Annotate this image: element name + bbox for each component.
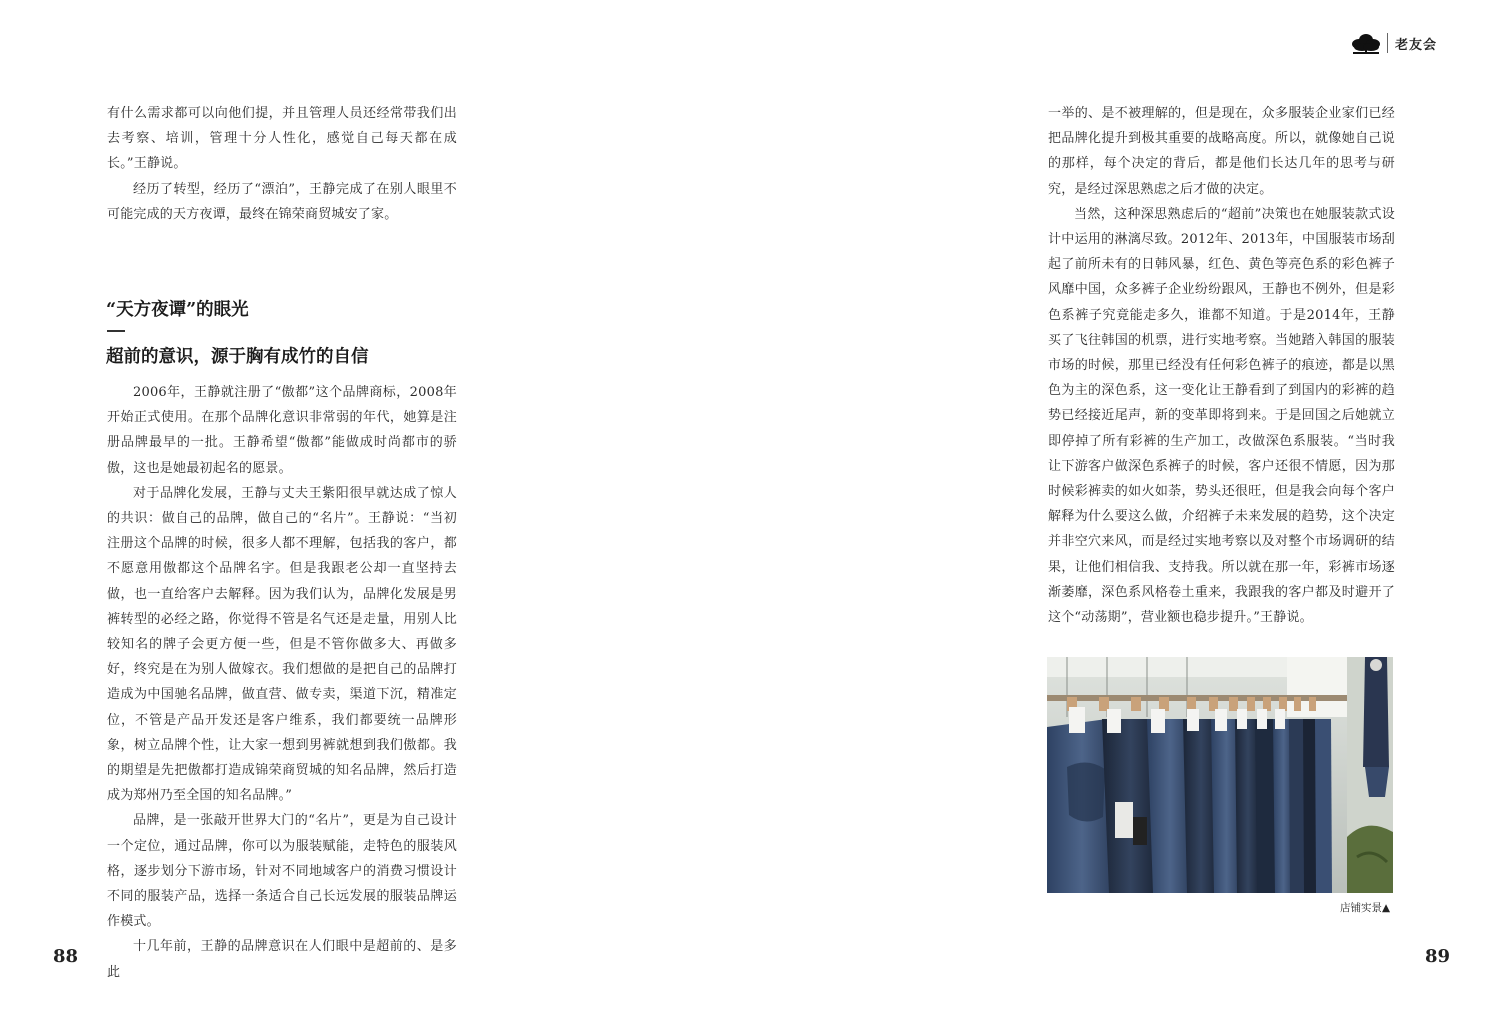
body-paragraph: 当然，这种深思熟虑后的“超前”决策也在她服装款式设计中运用的淋漓尽致。2012年、2013年，中国服装市场刮起了前所未有的日韩风暴，红色、黄色等亮色系的彩色裤子风靡中国，众多裤子企业纷纷跟风，王静也不例外，但是彩色系裤子究竟能走多久，谁都不知道。于是2014年，王静买了飞往韩国的机票，进行实地考察。当她踏入韩国的服装市场的时候，那里已经没有任何彩色裤子的痕迹，都是以黑色为主的深色系，这一变化让王静看到了到国内的彩裤的趋势已经接近尾声，新的变革即将到来。于是回国之后她就立即停掉了所有彩裤的生产加工，改做深色系服装。“当时我让下游客户做深色系裤子的时候，客户还很不情愿，因为那时候彩裤卖的如火如荼，势头还很旺，但是我会向每个客户解释为什么要这么做，介绍裤子未来发展的趋势，这个决定并非空穴来风，而是经过实地考察以及对整个市场调研的结果，让他们相信我、支持我。所以就在那一年，彩裤市场逐渐萎靡，深色系风格卷土重来，我跟我的客户都及时避开了这个“动荡期”，营业额也稳步提升。”王静说。 [1048,206,1395,626]
intro-paragraph: 经历了转型，经历了“漂泊”，王静完成了在别人眼里不可能完成的天方夜谭，最终在锦荣商贸城安了家。 [107,181,457,222]
right-page [750,0,1500,1018]
store-photo [1047,657,1393,893]
tree-cluster-icon [1350,32,1382,54]
page-number: 89 [1425,946,1451,967]
magazine-header [1350,32,1437,54]
intro-text [107,101,457,227]
body-paragraph: 2006年，王静就注册了“傲都”这个品牌商标，2008年开始正式使用。在那个品牌化意识非常弱的年代，她算是注册品牌最早的一批。王静希望“傲都”能做成时尚都市的骄傲，这也是她最初起名的愿景。 [107,385,457,476]
intro-paragraph: 有什么需求都可以向他们提，并且管理人员还经常带我们出去考察、培训，管理十分人性化，感觉自己每天都在成长。”王静说。 [107,106,457,172]
jeans-rack-image [1047,657,1393,893]
body-paragraph: 十几年前，王静的品牌意识在人们眼中是超前的、是多此 [107,939,457,980]
header-separator [1387,33,1388,53]
body-paragraph: 对于品牌化发展，王静与丈夫王紫阳很早就达成了惊人的共识：做自己的品牌，做自己的“名片”。王静说：“当初注册这个品牌的时候，很多人都不理解，包括我的客户，都不愿意用傲都这个品牌名字。但是我跟老公却一直坚持去做，也一直给客户去解释。因为我们认为，品牌化发展是男裤转型的必经之路，你觉得不管是名气还是走量，用别人比较知名的牌子会更方便一些，但是不管你做多大、再做多好，终究是在为别人做嫁衣。我们想做的是把自己的品牌打造成为中国驰名品牌，做直营、做专卖，渠道下沉，精准定位，不管是产品开发还是客户维系，我们都要统一品牌形象，树立品牌个性，让大家一想到男裤就想到我们傲都。我的期望是先把傲都打造成锦荣商贸城的知名品牌，然后打造成为郑州乃至全国的知名品牌。” [107,485,457,804]
section-divider [107,330,125,332]
photo-caption: 店铺实景▲ [1340,902,1391,914]
page-number: 88 [53,946,79,967]
body-paragraph: 品牌，是一张敲开世界大门的“名片”，更是为自己设计一个定位，通过品牌，你可以为服装赋能，走特色的服装风格，逐步划分下游市场，针对不同地域客户的消费习惯设计不同的服装产品，选择一条适合自己长远发展的服装品牌运作模式。 [107,813,457,930]
body-text [107,380,457,985]
body-text [1048,101,1395,630]
body-paragraph: 一举的、是不被理解的，但是现在，众多服装企业家们已经把品牌化提升到极其重要的战略高度。所以，就像她自己说的那样，每个决定的背后，都是他们长达几年的思考与研究，是经过深思熟虑之后才做的决定。 [1048,106,1395,197]
section-subtitle: 超前的意识，源于胸有成竹的自信 [106,347,369,367]
section-title: “天方夜谭”的眼光 [106,300,249,320]
brand-name: 老友会 [1395,37,1438,53]
